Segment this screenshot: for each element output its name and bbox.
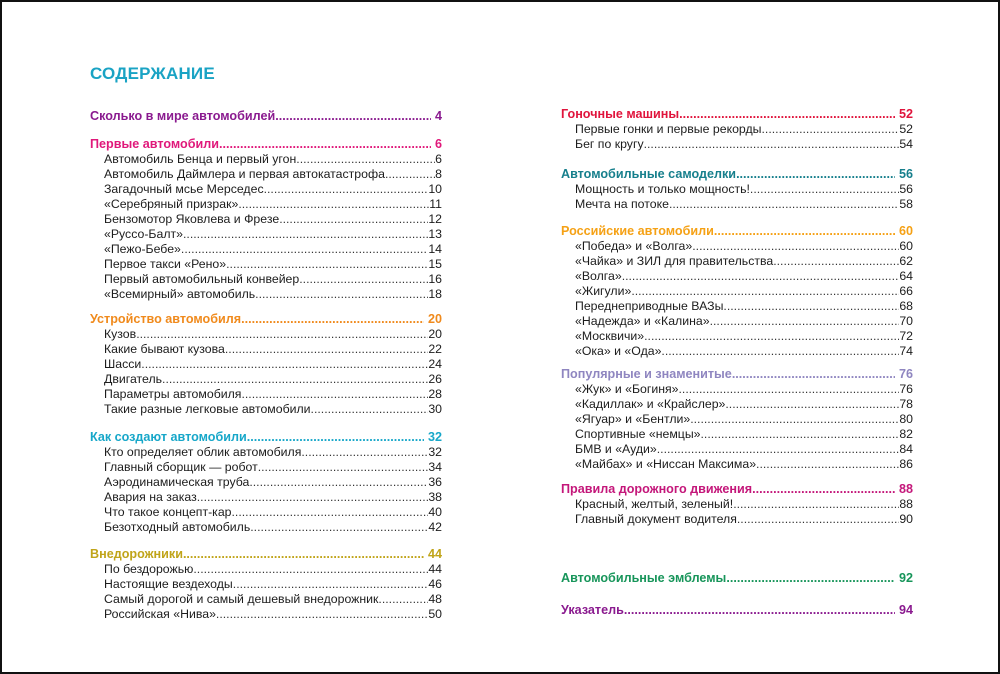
page-number: 76 bbox=[899, 382, 913, 396]
toc-section-heading[interactable] bbox=[561, 603, 913, 618]
entry-title: Переднеприводные ВАЗы bbox=[575, 299, 724, 313]
entry-title: Автомобиль Бенца и первый угон bbox=[104, 152, 297, 166]
dot-leader bbox=[736, 167, 895, 182]
page-number: 78 bbox=[899, 397, 913, 411]
section-title: Как создают автомобили bbox=[90, 430, 247, 444]
page-number: 15 bbox=[428, 257, 442, 271]
dot-leader bbox=[141, 357, 428, 372]
entry-title: «Надежда» и «Калина» bbox=[575, 314, 710, 328]
toc-entry[interactable] bbox=[90, 257, 442, 272]
entry-title: «Пежо-Бебе» bbox=[104, 242, 181, 256]
entry-title: Такие разные легковые автомобили bbox=[104, 402, 311, 416]
dot-leader bbox=[631, 284, 899, 299]
entry-title: «Ока» и «Ода» bbox=[575, 344, 662, 358]
toc-section bbox=[561, 603, 913, 618]
page-number: 22 bbox=[428, 342, 442, 356]
dot-leader bbox=[197, 490, 429, 505]
entry-title: Главный сборщик — робот bbox=[104, 460, 258, 474]
entry-title: Шасси bbox=[104, 357, 142, 371]
toc-section bbox=[561, 224, 913, 359]
toc-section bbox=[561, 107, 913, 152]
toc-entry[interactable] bbox=[561, 397, 913, 412]
dot-leader bbox=[279, 212, 428, 227]
dot-leader bbox=[193, 562, 428, 577]
entry-title: «Кадиллак» и «Крайслер» bbox=[575, 397, 726, 411]
entry-title: «Майбах» и «Ниссан Максима» bbox=[575, 457, 757, 471]
dot-leader bbox=[723, 299, 899, 314]
dot-leader bbox=[737, 512, 899, 527]
toc-section bbox=[90, 430, 442, 535]
section-title: Автомобильные эмблемы bbox=[561, 571, 727, 585]
entry-title: По бездорожью bbox=[104, 562, 194, 576]
toc-section-heading[interactable] bbox=[561, 167, 913, 182]
entry-title: Загадочный мсье Мерседес bbox=[104, 182, 264, 196]
toc-section bbox=[90, 547, 442, 622]
page-number: 44 bbox=[428, 562, 442, 576]
dot-leader bbox=[250, 520, 428, 535]
toc-entry[interactable] bbox=[90, 475, 442, 490]
toc-entry[interactable] bbox=[90, 372, 442, 387]
toc-entry[interactable] bbox=[561, 239, 913, 254]
page-number: 64 bbox=[899, 269, 913, 283]
section-title: Устройство автомобиля bbox=[90, 312, 242, 326]
dot-leader bbox=[226, 257, 428, 272]
toc-entry[interactable] bbox=[90, 490, 442, 505]
toc-entry[interactable] bbox=[90, 287, 442, 302]
dot-leader bbox=[311, 402, 429, 417]
dot-leader bbox=[710, 314, 900, 329]
page-number: 16 bbox=[428, 272, 442, 286]
dot-leader bbox=[247, 430, 424, 445]
toc-entry[interactable] bbox=[561, 299, 913, 314]
entry-title: Бензомотор Яковлева и Фрезе bbox=[104, 212, 280, 226]
toc-section-heading[interactable] bbox=[90, 109, 442, 124]
toc-entry[interactable] bbox=[90, 387, 442, 402]
entry-title: «Волга» bbox=[575, 269, 622, 283]
toc-entry[interactable] bbox=[90, 402, 442, 417]
dot-leader bbox=[733, 497, 899, 512]
toc-entry[interactable] bbox=[90, 167, 442, 182]
dot-leader bbox=[752, 482, 895, 497]
page-number: 44 bbox=[427, 547, 442, 561]
toc-section-heading[interactable] bbox=[561, 107, 913, 122]
toc-section-heading[interactable] bbox=[561, 482, 913, 497]
toc-entry[interactable] bbox=[561, 182, 913, 197]
page-number: 26 bbox=[428, 372, 442, 386]
toc-section bbox=[561, 571, 913, 586]
entry-title: Авария на заказ bbox=[104, 490, 197, 504]
page-number: 50 bbox=[428, 607, 442, 621]
page-number: 86 bbox=[899, 457, 913, 471]
toc-section bbox=[561, 167, 913, 212]
page-number: 54 bbox=[899, 137, 913, 151]
entry-title: Главный документ водителя bbox=[575, 512, 737, 526]
page-number: 20 bbox=[428, 327, 442, 341]
page-number: 58 bbox=[899, 197, 913, 211]
entry-title: Первый автомобильный конвейер bbox=[104, 272, 300, 286]
dot-leader bbox=[241, 312, 424, 327]
page-title: СОДЕРЖАНИЕ bbox=[90, 64, 215, 83]
entry-title: «Жигули» bbox=[575, 284, 632, 298]
entry-title: Аэродинамическая труба bbox=[104, 475, 250, 489]
page-number: 68 bbox=[899, 299, 913, 313]
toc-entry[interactable] bbox=[561, 137, 913, 152]
entry-title: «Победа» и «Волга» bbox=[575, 239, 693, 253]
page-number: 4 bbox=[434, 109, 442, 123]
section-title: Гоночные машины bbox=[561, 107, 680, 121]
page-number: 66 bbox=[899, 284, 913, 298]
page-number: 6 bbox=[434, 137, 442, 151]
toc-entry[interactable] bbox=[561, 457, 913, 472]
page-number: 10 bbox=[428, 182, 442, 196]
toc-entry[interactable] bbox=[561, 512, 913, 527]
entry-title: Кузов bbox=[104, 327, 137, 341]
entry-title: Двигатель bbox=[104, 372, 163, 386]
toc-entry[interactable] bbox=[90, 342, 442, 357]
dot-leader bbox=[679, 107, 895, 122]
dot-leader bbox=[732, 367, 895, 382]
page-number: 34 bbox=[428, 460, 442, 474]
page-number: 52 bbox=[899, 122, 913, 136]
dot-leader bbox=[255, 287, 428, 302]
dot-leader bbox=[701, 427, 900, 442]
toc-entry[interactable] bbox=[561, 497, 913, 512]
page-number: 90 bbox=[899, 512, 913, 526]
page-number: 11 bbox=[429, 197, 442, 211]
page-number: 76 bbox=[898, 367, 913, 381]
toc-entry[interactable] bbox=[561, 427, 913, 442]
page-number: 82 bbox=[899, 427, 913, 441]
toc-section-heading[interactable] bbox=[90, 547, 442, 562]
dot-leader bbox=[232, 505, 429, 520]
dot-leader bbox=[714, 224, 895, 239]
entry-title: «Москвичи» bbox=[575, 329, 645, 343]
page-number: 30 bbox=[428, 402, 442, 416]
page-number: 72 bbox=[899, 329, 913, 343]
section-title: Российские автомобили bbox=[561, 224, 714, 238]
entry-title: «Серебряный призрак» bbox=[104, 197, 239, 211]
dot-leader bbox=[385, 167, 435, 182]
entry-title: Первое такси «Рено» bbox=[104, 257, 227, 271]
page-number: 18 bbox=[428, 287, 442, 301]
entry-title: Первые гонки и первые рекорды bbox=[575, 122, 762, 136]
toc-entry[interactable] bbox=[90, 607, 442, 622]
toc-section-heading[interactable] bbox=[561, 224, 913, 239]
page-number: 62 bbox=[899, 254, 913, 268]
dot-leader bbox=[756, 457, 899, 472]
section-title: Сколько в мире автомобилей bbox=[90, 109, 276, 123]
page-number: 8 bbox=[435, 167, 442, 181]
dot-leader bbox=[238, 197, 429, 212]
toc-entry[interactable] bbox=[561, 284, 913, 299]
dot-leader bbox=[762, 122, 900, 137]
page-number: 46 bbox=[428, 577, 442, 591]
dot-leader bbox=[773, 254, 899, 269]
toc-section-heading[interactable] bbox=[561, 367, 913, 382]
toc-entry[interactable] bbox=[90, 212, 442, 227]
toc-section bbox=[561, 482, 913, 527]
dot-leader bbox=[219, 137, 431, 152]
toc-section-heading[interactable] bbox=[90, 312, 442, 327]
toc-entry[interactable] bbox=[561, 314, 913, 329]
dot-leader bbox=[296, 152, 435, 167]
dot-leader bbox=[181, 242, 428, 257]
entry-title: Какие бывают кузова bbox=[104, 342, 225, 356]
toc-entry[interactable] bbox=[561, 197, 913, 212]
section-title: Правила дорожного движения bbox=[561, 482, 753, 496]
dot-leader bbox=[275, 109, 431, 124]
entry-title: «Чайка» и ЗИЛ для правительства bbox=[575, 254, 774, 268]
page-number: 84 bbox=[899, 442, 913, 456]
entry-title: Мощность и только мощность! bbox=[575, 182, 750, 196]
dot-leader bbox=[264, 182, 429, 197]
page-number: 20 bbox=[427, 312, 442, 326]
page-number: 12 bbox=[428, 212, 442, 226]
section-title: Популярные и знаменитые bbox=[561, 367, 732, 381]
dot-leader bbox=[378, 592, 428, 607]
toc-entry[interactable] bbox=[90, 327, 442, 342]
page-number: 38 bbox=[428, 490, 442, 504]
dot-leader bbox=[750, 182, 899, 197]
page-number: 88 bbox=[898, 482, 913, 496]
dot-leader bbox=[136, 327, 428, 342]
page-number: 48 bbox=[428, 592, 442, 606]
toc-section bbox=[561, 367, 913, 472]
dot-leader bbox=[183, 547, 424, 562]
page-number: 94 bbox=[898, 603, 913, 617]
page-number: 80 bbox=[899, 412, 913, 426]
dot-leader bbox=[241, 387, 428, 402]
entry-title: Что такое концепт-кар bbox=[104, 505, 232, 519]
entry-title: Российская «Нива» bbox=[104, 607, 216, 621]
toc-entry[interactable] bbox=[561, 122, 913, 137]
toc-entry[interactable] bbox=[561, 382, 913, 397]
toc-entry[interactable] bbox=[90, 460, 442, 475]
entry-title: Настоящие вездеходы bbox=[104, 577, 233, 591]
entry-title: Автомобиль Даймлера и первая автокатастрофа bbox=[104, 167, 385, 181]
dot-leader bbox=[299, 272, 428, 287]
page-number: 74 bbox=[899, 344, 913, 358]
toc-section-heading[interactable] bbox=[90, 137, 442, 152]
dot-leader bbox=[162, 372, 428, 387]
toc-entry[interactable] bbox=[561, 329, 913, 344]
dot-leader bbox=[669, 197, 899, 212]
toc-entry[interactable] bbox=[90, 505, 442, 520]
entry-title: Параметры автомобиля bbox=[104, 387, 242, 401]
toc-entry[interactable] bbox=[90, 592, 442, 607]
page-number: 32 bbox=[428, 445, 442, 459]
entry-title: Самый дорогой и самый дешевый внедорожник bbox=[104, 592, 379, 606]
dot-leader bbox=[216, 607, 428, 622]
toc-entry[interactable] bbox=[90, 152, 442, 167]
dot-leader bbox=[644, 137, 900, 152]
dot-leader bbox=[233, 577, 429, 592]
toc-entry[interactable] bbox=[90, 562, 442, 577]
section-title: Внедорожники bbox=[90, 547, 183, 561]
entry-title: Мечта на потоке bbox=[575, 197, 669, 211]
dot-leader bbox=[249, 475, 428, 490]
section-title: Указатель bbox=[561, 603, 624, 617]
dot-leader bbox=[726, 571, 895, 586]
dot-leader bbox=[644, 329, 899, 344]
entry-title: «Ягуар» и «Бентли» bbox=[575, 412, 691, 426]
dot-leader bbox=[225, 342, 428, 357]
page-number: 88 bbox=[899, 497, 913, 511]
toc-entry[interactable] bbox=[561, 442, 913, 457]
toc-entry[interactable] bbox=[90, 357, 442, 372]
toc-section-heading[interactable] bbox=[561, 571, 913, 586]
page-number: 14 bbox=[428, 242, 442, 256]
toc-entry[interactable] bbox=[90, 272, 442, 287]
dot-leader bbox=[622, 269, 900, 284]
entry-title: БМВ и «Ауди» bbox=[575, 442, 657, 456]
page-number: 60 bbox=[898, 224, 913, 238]
page-number: 52 bbox=[898, 107, 913, 121]
toc-entry[interactable] bbox=[90, 227, 442, 242]
entry-title: Кто определяет облик автомобиля bbox=[104, 445, 302, 459]
dot-leader bbox=[690, 412, 899, 427]
page-number: 56 bbox=[898, 167, 913, 181]
toc-entry[interactable] bbox=[90, 197, 442, 212]
entry-title: «Всемирный» автомобиль bbox=[104, 287, 256, 301]
dot-leader bbox=[657, 442, 900, 457]
dot-leader bbox=[183, 227, 428, 242]
dot-leader bbox=[725, 397, 899, 412]
page-number: 36 bbox=[428, 475, 442, 489]
page-number: 24 bbox=[428, 357, 442, 371]
dot-leader bbox=[692, 239, 899, 254]
entry-title: Спортивные «немцы» bbox=[575, 427, 701, 441]
toc-entry[interactable] bbox=[90, 242, 442, 257]
toc-entry[interactable] bbox=[561, 344, 913, 359]
page-number: 92 bbox=[898, 571, 913, 585]
page-number: 13 bbox=[428, 227, 442, 241]
dot-leader bbox=[624, 603, 895, 618]
page-number: 28 bbox=[428, 387, 442, 401]
dot-leader bbox=[661, 344, 899, 359]
page-number: 60 bbox=[899, 239, 913, 253]
toc-entry[interactable] bbox=[561, 412, 913, 427]
entry-title: Красный, желтый, зеленый! bbox=[575, 497, 734, 511]
page-number: 6 bbox=[435, 152, 442, 166]
page-number: 56 bbox=[899, 182, 913, 196]
toc-entry[interactable] bbox=[561, 254, 913, 269]
dot-leader bbox=[679, 382, 900, 397]
page-number: 40 bbox=[428, 505, 442, 519]
toc-section bbox=[90, 109, 442, 124]
entry-title: «Жук» и «Богиня» bbox=[575, 382, 679, 396]
toc-entry[interactable] bbox=[561, 269, 913, 284]
page-number: 42 bbox=[428, 520, 442, 534]
toc-entry[interactable] bbox=[90, 520, 442, 535]
toc-section bbox=[90, 312, 442, 417]
toc-section bbox=[90, 137, 442, 302]
entry-title: Безотходный автомобиль bbox=[104, 520, 251, 534]
toc-section-heading[interactable] bbox=[90, 430, 442, 445]
toc-entry[interactable] bbox=[90, 577, 442, 592]
dot-leader bbox=[301, 445, 428, 460]
toc-entry[interactable] bbox=[90, 445, 442, 460]
page-number: 70 bbox=[899, 314, 913, 328]
dot-leader bbox=[258, 460, 429, 475]
entry-title: «Руссо-Балт» bbox=[104, 227, 183, 241]
entry-title: Бег по кругу bbox=[575, 137, 644, 151]
section-title: Первые автомобили bbox=[90, 137, 219, 151]
toc-entry[interactable] bbox=[90, 182, 442, 197]
section-title: Автомобильные самоделки bbox=[561, 167, 737, 181]
page-number: 32 bbox=[427, 430, 442, 444]
